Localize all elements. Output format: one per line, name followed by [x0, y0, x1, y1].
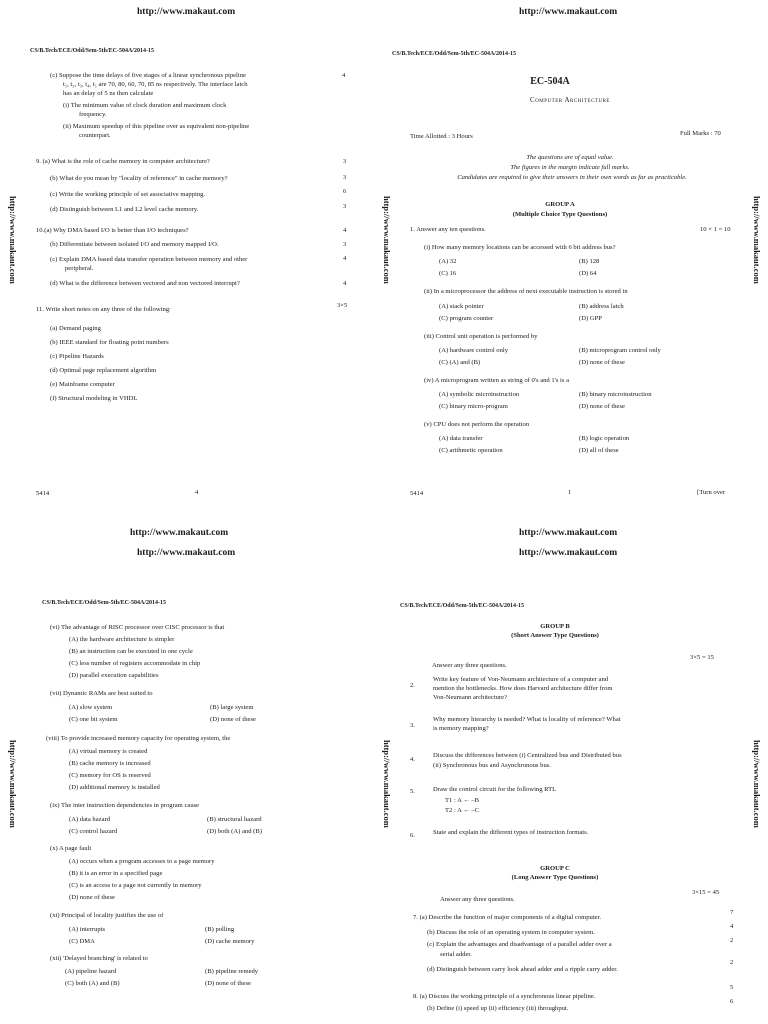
mcq-stem: (xi) Principal of locality justifies the use of: [50, 912, 164, 919]
mcq-option: (B) it is an error in a specified page: [69, 870, 163, 877]
marks: 3: [343, 158, 347, 165]
mcq-option: (C) less number of registers accommodate in chip: [69, 660, 201, 667]
question-number: 3.: [410, 722, 415, 729]
question-number: 2.: [410, 682, 415, 689]
marks: 4: [343, 227, 347, 234]
note-item: (a) Demand paging: [50, 325, 101, 332]
mcq-option: (D) none of these: [205, 980, 251, 987]
page-number: 1: [568, 489, 572, 496]
question-10c: (c) Explain DMA based data transfer operation between memory and other: [50, 256, 248, 263]
mcq-option: (B) address latch: [579, 303, 624, 310]
question-10a: 10.(a) Why DMA based I/O is better than I/O techniques?: [36, 227, 189, 234]
mcq-option: (C) DMA: [69, 938, 95, 945]
marks: 3: [343, 203, 347, 210]
marks: 2: [730, 959, 734, 966]
mcq-stem: (vi) The advantage of RISC processor over CISC processor is that: [50, 624, 225, 631]
mcq-option: (B) an instruction can be executed in one cycle: [69, 648, 193, 655]
question-number: 5.: [410, 788, 415, 795]
marks: 3: [343, 241, 347, 248]
question-8c-i: frequency.: [79, 111, 107, 118]
question-1: 1. Answer any ten questions.: [410, 226, 486, 233]
mcq-option: (D) none of these: [579, 403, 625, 410]
mcq-option: (D) cache memory: [205, 938, 255, 945]
instruction: The figures in the margin indicate full marks.: [510, 164, 630, 171]
question-7b: (b) Discuss the role of an operating system in computer system.: [427, 929, 595, 936]
mcq-option: (C) memory for OS is reserved: [69, 772, 151, 779]
mcq-option: (B) binary microinstruction: [579, 391, 652, 398]
marks: 4: [343, 255, 347, 262]
mcq-option: (A) interrupts: [69, 926, 106, 933]
mcq-option: (A) slow system: [69, 704, 113, 711]
marks: 3×5 = 15: [690, 654, 714, 661]
mcq-option: (A) data transfer: [439, 435, 483, 442]
answer-instruction: Answer any three questions.: [440, 896, 515, 903]
question-8c-ii: counterpart.: [79, 132, 111, 139]
side-url-right-bottom: http://www.makaut.com: [752, 740, 762, 828]
note-item: (b) IEEE standard for floating point numbers: [50, 339, 169, 346]
page-url: http://www.makaut.com: [519, 548, 618, 558]
question-8a: 8. (a) Discuss the working principle of a synchronous linear pipeline.: [413, 993, 596, 1000]
footer-code: 5414: [410, 490, 424, 497]
page-url: http://www.makaut.com: [519, 7, 618, 17]
mcq-option: (C) binary micro-program: [439, 403, 508, 410]
mcq-stem: (viii) To provide increased memory capacity for operating system, the: [46, 735, 231, 742]
side-url-right-top: http://www.makaut.com: [752, 196, 762, 284]
paper-title: Computer Architecture: [530, 96, 610, 104]
mcq-option: (D) none of these: [579, 359, 625, 366]
question-2: mention the bottlenecks. How does Harvard architecture differ from: [433, 685, 613, 692]
mcq-option: (C) one bit system: [69, 716, 118, 723]
question-2: Write key feature of Von-Neumann architecture of a computer and: [433, 676, 609, 683]
mcq-option: (C) control hazard: [69, 828, 118, 835]
page-header: CS/B.Tech/ECE/Odd/Sem-5th/EC-504A/2014-15: [392, 51, 516, 57]
marks: 2: [730, 937, 734, 944]
marks: 3: [343, 174, 347, 181]
mcq-option: (B) logic operation: [579, 435, 630, 442]
group-title: GROUP C: [540, 865, 570, 872]
mcq-stem: (xii) 'Delayed branching' is related to: [50, 955, 148, 962]
question-9b: (b) What do you mean by "locality of reference" in cache memory?: [50, 175, 228, 182]
note-item: (e) Mainframe computer: [50, 381, 115, 388]
question-4: Discuss the differences between (i) Centralized bus and Distributed bus: [433, 752, 622, 759]
question-9a: 9. (a) What is the role of cache memory in computer architecture?: [36, 158, 210, 165]
question-8c: (c) Suppose the time delays of five stages of a linear synchronous pipeline: [50, 72, 246, 79]
mcq-stem: (iv) A microprogram written as string of 0's and 1's is a: [424, 377, 570, 384]
side-url-left-top: http://www.makaut.com: [8, 196, 18, 284]
group-subtitle: (Multiple Choice Type Questions): [512, 211, 608, 218]
page-header: CS/B.Tech/ECE/Odd/Sem-5th/EC-504A/2014-15: [30, 48, 154, 54]
question-8c-i: (i) The minimum value of clock duration and maximum clock: [63, 102, 227, 109]
question-3: Why memory hierarchy is needed? What is locality of reference? What: [433, 716, 621, 723]
mcq-option: (D) 64: [579, 270, 597, 277]
question-8b: (b) Define (i) speed up (ii) efficiency (iii) throughput.: [427, 1005, 569, 1012]
mcq-option: (B) polling: [205, 926, 235, 933]
question-11: 11. Write short notes on any three of the following:: [36, 306, 171, 313]
mcq-option: (B) microprogram control only: [579, 347, 661, 354]
marks: 5: [730, 984, 734, 991]
mcq-option: (C) both (A) and (B): [65, 980, 120, 987]
question-5: T1 : A ← –B: [445, 797, 480, 804]
question-8c: t₁, t₂, t₃, t₄, t₅ are 70, 80, 60, 70, 85 ns respectively. The interface latch: [63, 81, 248, 88]
question-10b: (b) Differentiate between isolated I/O and memory mapped I/O.: [50, 241, 219, 248]
note-item: (d) Optimal page replacement algorithm: [50, 367, 157, 374]
instruction: Candidates are required to give their answers in their own words as far as practicable.: [457, 174, 687, 181]
mcq-option: (C) arithmetic operation: [439, 447, 503, 454]
paper-code: EC-504A: [530, 76, 570, 87]
mcq-option: (A) stack pointer: [439, 303, 484, 310]
page-header: CS/B.Tech/ECE/Odd/Sem-5th/EC-504A/2014-15: [42, 600, 166, 606]
mcq-option: (D) none of these: [210, 716, 256, 723]
question-5: T2 : A ← –C: [445, 807, 480, 814]
mcq-option: (B) 128: [579, 258, 600, 265]
page-url: http://www.makaut.com: [137, 548, 236, 558]
mcq-stem: (v) CPU does not perform the operation: [424, 421, 530, 428]
side-url-left-bottom: http://www.makaut.com: [8, 740, 18, 828]
mcq-option: (A) hardware control only: [439, 347, 509, 354]
side-url-mid-bottom: http://www.makaut.com: [382, 740, 392, 828]
page-header: CS/B.Tech/ECE/Odd/Sem-5th/EC-504A/2014-15: [400, 603, 524, 609]
question-10c: peripheral.: [65, 265, 94, 272]
mcq-option: (D) all of these: [579, 447, 619, 454]
mcq-option: (A) symbolic microinstruction: [439, 391, 520, 398]
mcq-option: (C) (A) and (B): [439, 359, 481, 366]
answer-instruction: Answer any three questions.: [432, 662, 507, 669]
mcq-option: (A) virtual memory is created: [69, 748, 148, 755]
instruction: The questions are of equal value.: [526, 154, 614, 161]
mcq-option: (B) pipeline remedy: [205, 968, 259, 975]
page-url: http://www.makaut.com: [130, 528, 229, 538]
mcq-option: (C) is an access to a page not currently in memory: [69, 882, 202, 889]
mcq-option: (B) structural hazard: [207, 816, 262, 823]
marks: 3×5: [337, 302, 348, 309]
mcq-option: (B) cache memory is increased: [69, 760, 151, 767]
side-url-mid-top: http://www.makaut.com: [382, 196, 392, 284]
mcq-option: (D) GPP: [579, 315, 602, 322]
mcq-stem: (ix) The inter instruction dependencies in program cause: [50, 802, 200, 809]
question-5: Draw the control circuit for the following RTL: [433, 786, 557, 793]
mcq-stem: (vii) Dynamic RAMs are best suited to: [50, 690, 153, 697]
footer-code: 5414: [36, 490, 50, 497]
turn-over: [Turn over: [697, 489, 726, 496]
group-title: GROUP B: [540, 623, 570, 630]
mcq-option: (D) none of these: [69, 894, 115, 901]
mcq-option: (A) occurs when a program accesses to a page memory: [69, 858, 215, 865]
page-url: http://www.makaut.com: [519, 528, 618, 538]
full-marks: Full Marks : 70: [680, 130, 721, 137]
question-9c: (c) Write the working principle of set associative mapping.: [50, 191, 206, 198]
group-title: GROUP A: [545, 201, 575, 208]
question-7d: (d) Distinguish between carry look ahead adder and a ripple carry adder.: [427, 966, 618, 973]
mcq-option: (A) 32: [439, 258, 457, 265]
mcq-option: (B) large system: [210, 704, 254, 711]
question-7c: serial adder.: [440, 951, 472, 958]
marks: 6: [730, 998, 734, 1005]
question-7c: (c) Explain the advantages and disadvantage of a parallel adder over a: [427, 941, 612, 948]
mcq-option: (D) parallel execution capabilities: [69, 672, 159, 679]
question-number: 4.: [410, 756, 415, 763]
time-allotted: Time Allotted : 3 Hours: [410, 133, 473, 140]
page-url: http://www.makaut.com: [137, 7, 236, 17]
mcq-stem: (ii) In a microprocessor the address of next executable instruction is stored in: [424, 288, 628, 295]
mcq-stem: (i) How many memory locations can be accessed with 6 bit address bus?: [424, 244, 616, 251]
question-4: (ii) Synchronous bus and Asynchronous bus.: [433, 762, 551, 769]
marks: 4: [342, 72, 346, 79]
mcq-option: (C) program counter: [439, 315, 494, 322]
question-2: Von-Neumann architecture?: [433, 694, 508, 701]
marks: 10 × 1 = 10: [700, 226, 731, 233]
marks: 4: [343, 280, 347, 287]
mcq-option: (A) data hazard: [69, 816, 111, 823]
question-9d: (d) Distinguish between L1 and L2 level cache memory.: [50, 206, 199, 213]
mcq-option: (A) pipeline hazard: [65, 968, 117, 975]
mcq-option: (C) 16: [439, 270, 457, 277]
question-7a: 7. (a) Describe the function of major components of a digital computer.: [413, 914, 602, 921]
mcq-option: (D) both (A) and (B): [207, 828, 262, 835]
question-3: is memory mapping?: [433, 725, 489, 732]
question-number: 6.: [410, 832, 415, 839]
note-item: (f) Structural modeling in VHDL: [50, 395, 138, 402]
marks: 4: [730, 923, 734, 930]
marks: 3×15 = 45: [692, 889, 720, 896]
question-8c: has an delay of 5 ns then calculate: [63, 90, 154, 97]
mcq-option: (A) the hardware architecture is simpler: [69, 636, 175, 643]
question-6: State and explain the different types of instruction formats.: [433, 829, 589, 836]
mcq-option: (D) additional memory is installed: [69, 784, 160, 791]
mcq-stem: (iii) Control unit operation is performed by: [424, 333, 538, 340]
mcq-stem: (x) A page fault: [50, 845, 92, 852]
group-subtitle: (Short Answer Type Questions): [511, 632, 599, 639]
question-10d: (d) What is the difference between vectored and non vectored interrupt?: [50, 280, 240, 287]
note-item: (c) Pipeline Hazards: [50, 353, 104, 360]
marks: 6: [343, 188, 347, 195]
group-subtitle: (Long Answer Type Questions): [511, 874, 599, 881]
question-8c-ii: (ii) Maximum speedup of this pipeline over as equivalent non-pipeline: [63, 123, 250, 130]
marks: 7: [730, 909, 734, 916]
page-number: 4: [195, 489, 199, 496]
